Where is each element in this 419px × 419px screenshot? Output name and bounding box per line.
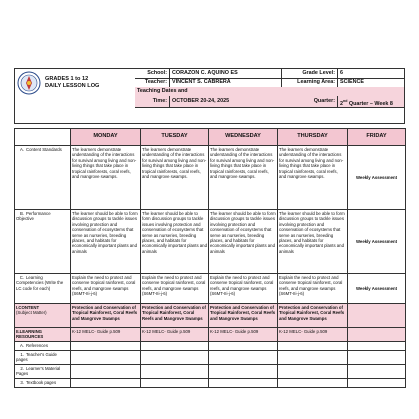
quarter-rest: Quarter – Week 8	[347, 100, 393, 107]
content-tuesday: Protection and Conservation of Tropical Rainforest, Coral Reefs and Mangrove Swamps	[141, 304, 209, 328]
performance-row	[15, 210, 406, 274]
daily-lesson-log	[14, 68, 405, 388]
dates-value: OCTOBER 20-24, 2025	[169, 96, 281, 107]
lm-wednesday	[209, 364, 278, 378]
cs-friday: Weekly Assessment	[348, 146, 406, 210]
teacher-guide-label: 1. Teacher's Guide pages	[15, 350, 71, 364]
quarter-label: Quarter:	[313, 98, 335, 104]
day-thursday: THURSDAY	[278, 129, 348, 146]
lesson-table	[14, 128, 406, 388]
res-friday	[348, 328, 406, 342]
textbook-row	[15, 378, 406, 387]
lc-monday: Explain the need to protect and conserve tropical rainforest, coral reefs, and mangrove swamps (S6MT-IIi-j-6)	[71, 274, 141, 304]
day-header-row	[15, 129, 406, 146]
content-monday: Protection and Conservation of Tropical Rainforest, Coral Reefs and Mangrove Swamps	[71, 304, 141, 328]
header-fields	[135, 69, 404, 123]
res-tuesday: K-12 MELC- Guide p.509	[141, 328, 209, 342]
po-monday: The learner should be able to form discussion groups to tackle issues involving protection and conservation of ecosystems that serve as nurseries, breeding places, and habitats for economically important plants and animals	[71, 210, 141, 274]
title-line-2: DAILY LESSON LOG	[45, 83, 100, 89]
resources-row	[15, 328, 406, 342]
day-wednesday: WEDNESDAY	[209, 129, 278, 146]
day-tuesday: TUESDAY	[141, 129, 209, 146]
tb-monday	[71, 378, 141, 387]
tb-tuesday	[141, 378, 209, 387]
tg-thursday	[278, 350, 348, 364]
tg-monday	[71, 350, 141, 364]
time-label: Time:	[152, 98, 167, 104]
po-tuesday: The learner should be able to form discussion groups to tackle issues involving protection and conservation of ecosystems that serve as nurseries, breeding places, and habitats for economically important plants and animals	[141, 210, 209, 274]
time-row	[135, 96, 404, 108]
lc-thursday: Explain the need to protect and conserve tropical rainforest, coral reefs, and mangrove swamps (S6MT-IIi-j-6)	[278, 274, 348, 304]
deped-seal-icon	[17, 71, 41, 95]
content-row	[15, 304, 406, 328]
learner-materials-row	[15, 364, 406, 378]
references-label: A. References	[15, 341, 71, 350]
dll-title	[45, 76, 135, 90]
grade-label: Grade Level:	[281, 69, 337, 78]
area-label: Learning Area:	[281, 78, 337, 87]
school-value: CORAZON C. AQUINO ES	[169, 69, 281, 78]
lc-wednesday: Explain the need to protect and conserve tropical rainforest, coral reefs, and mangrove swamps (S6MT-IIi-j-6)	[209, 274, 278, 304]
resources-label: II.LEARNING RESOURCES	[15, 328, 71, 342]
po-wednesday: The learner should be able to form discussion groups to tackle issues involving protection and conservation of ecosystems that serve as nurseries, breeding places, and habitats for economically important plants and animals	[209, 210, 278, 274]
tb-thursday	[278, 378, 348, 387]
teacher-label: Teacher:	[144, 79, 167, 85]
content-friday	[348, 304, 406, 328]
quarter-suffix: nd	[343, 99, 348, 103]
content-standards-label: A. Content Standards	[15, 146, 71, 210]
res-thursday: K-12 MELC- Guide p.509	[278, 328, 348, 342]
tb-wednesday	[209, 378, 278, 387]
area-value: SCIENCE	[337, 78, 404, 87]
content-label: I.CONTENT (Subject Matter)	[15, 304, 71, 328]
content-wednesday: Protection and Conservation of Tropical Rainforest, Coral Reefs and Mangrove Swamps	[209, 304, 278, 328]
lc-tuesday: Explain the need to protect and conserve tropical rainforest, coral reefs, and mangrove swamps (S6MT-IIi-j-6)	[141, 274, 209, 304]
learner-materials-label: 2. Learner's Material Pages	[15, 364, 71, 378]
tg-friday	[348, 350, 406, 364]
content-thursday: Protection and Conservation of Tropical Rainforest, Coral Reefs and Mangrove Swamps	[278, 304, 348, 328]
dll-header	[14, 68, 405, 124]
lm-friday	[348, 364, 406, 378]
cs-tuesday: The learners demonstrate understanding of the interactions for survival among living and non-living things that take place in tropical rainforests, coral reefs, and mangrove swamps.	[141, 146, 209, 210]
quarter-value	[337, 96, 404, 107]
school-label: School:	[147, 70, 167, 76]
textbook-label: 3. Textbook pages	[15, 378, 71, 387]
competencies-row	[15, 274, 406, 304]
po-friday: Weekly Assessment	[348, 210, 406, 274]
teacher-value: VINCENT S. CABRERA	[169, 78, 281, 87]
res-monday: K-12 MELC- Guide p.509	[71, 328, 141, 342]
day-friday: FRIDAY	[348, 129, 406, 146]
day-monday: MONDAY	[71, 129, 141, 146]
cs-wednesday: The learners demonstrate understanding of the interactions for survival among living and non-living things that take place in tropical rainforests, coral reefs, and mangrove swamps.	[209, 146, 278, 210]
quarter-number: 2	[340, 100, 343, 107]
title-line-1: GRADES 1 to 12	[45, 76, 89, 82]
teacher-guide-row	[15, 350, 406, 364]
ref-thursday	[278, 341, 348, 350]
competencies-label: C. Learning Competencies (Write the LC code for each)	[15, 274, 71, 304]
grade-value: 6	[337, 69, 404, 78]
dates-row	[135, 87, 404, 96]
tg-tuesday	[141, 350, 209, 364]
tg-wednesday	[209, 350, 278, 364]
ref-friday	[348, 341, 406, 350]
ref-tuesday	[141, 341, 209, 350]
references-row	[15, 341, 406, 350]
lm-thursday	[278, 364, 348, 378]
res-wednesday: K-12 MELC- Guide p.509	[209, 328, 278, 342]
lm-monday	[71, 364, 141, 378]
lm-tuesday	[141, 364, 209, 378]
corner-cell	[15, 129, 71, 146]
performance-label: B. Performance Objective	[15, 210, 71, 274]
lc-friday: Weekly Assessment	[348, 274, 406, 304]
cs-monday: The learners demonstrate understanding of the interactions for survival among living and non-living things that take place in tropical rainforests, coral reefs, and mangrove swamps.	[71, 146, 141, 210]
cs-thursday: The learners demonstrate understanding of the interactions for survival among living and non-living things that take place in tropical rainforests, coral reefs, and mangrove swamps.	[278, 146, 348, 210]
dates-label: Teaching Dates and	[137, 88, 188, 94]
ref-monday	[71, 341, 141, 350]
po-thursday: The learner should be able to form discussion groups to tackle issues involving protection and conservation of ecosystems that serve as nurseries, breeding places, and habitats for economically important plants and animals	[278, 210, 348, 274]
content-standards-row	[15, 146, 406, 210]
ref-wednesday	[209, 341, 278, 350]
tb-friday	[348, 378, 406, 387]
